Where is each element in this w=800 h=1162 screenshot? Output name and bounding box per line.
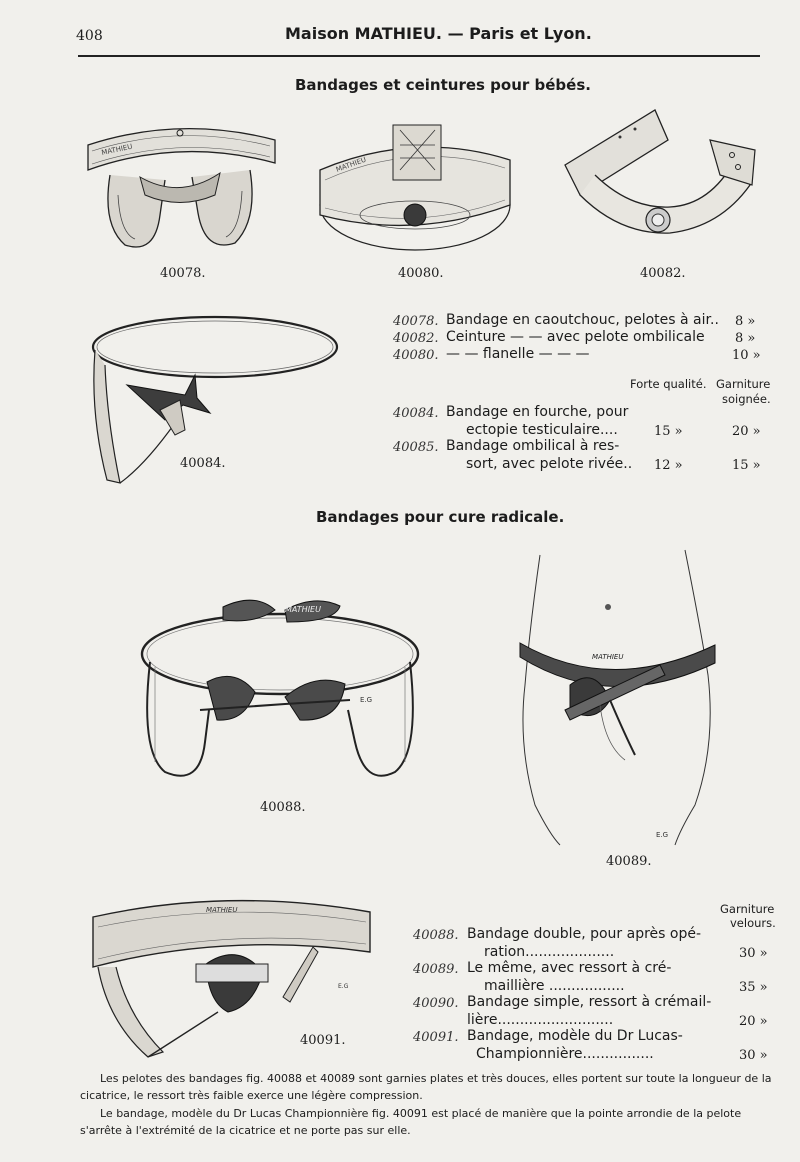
item-ref: 40090. <box>413 996 459 1011</box>
item-ref: 40082. <box>393 331 439 346</box>
item-description-line2: ectopie testiculaire.... <box>466 422 618 438</box>
item-price: 20 » <box>739 1014 768 1029</box>
footnote-line: Les pelotes des bandages fig. 40088 et 40089 sont garnies plates et très douces, elles portent sur toute la longueur de la <box>100 1072 772 1085</box>
item-ref: 40088. <box>413 928 459 943</box>
item-price: 30 » <box>739 946 768 961</box>
item-description-line1: Bandage ombilical à res- <box>446 438 620 454</box>
figure-label-40082: 40082. <box>640 266 686 281</box>
item-description-line2: lière.......................... <box>467 1012 614 1028</box>
illustration-bandage-40088 <box>135 592 425 792</box>
brand-mark: MATHIEU <box>334 155 368 174</box>
item-price-strong: 15 » <box>654 424 683 439</box>
item-description-line2: ration.................... <box>484 944 615 960</box>
footnote-line: cicatrice, le ressort très faible exerce une légère compression. <box>80 1089 423 1102</box>
footnote-paragraph-2 <box>80 1105 780 1139</box>
item-description: Bandage en caoutchouc, pelotes à air.. <box>446 312 719 328</box>
section-title-babies: Bandages et ceintures pour bébés. <box>295 76 591 94</box>
illustration-belt-40082 <box>560 105 765 255</box>
brand-mark: MATHIEU <box>285 605 321 614</box>
figure-label-40091: 40091. <box>300 1033 346 1048</box>
section-title-radical: Bandages pour cure radicale. <box>316 508 565 526</box>
footnote-paragraph-1 <box>80 1070 780 1104</box>
item-description: — — flanelle — — — <box>446 346 590 362</box>
brand-mark: MATHIEU <box>206 906 238 914</box>
item-price: 35 » <box>739 980 768 995</box>
item-ref: 40089. <box>413 962 459 977</box>
column-header-garniture: Garniture <box>716 377 771 391</box>
column-header-garniture-2: velours. <box>730 916 776 930</box>
illustration-bandage-40089 <box>510 545 725 850</box>
item-ref: 40085. <box>393 440 439 455</box>
figure-label-40078: 40078. <box>160 266 206 281</box>
engraver-mark: E.G <box>656 831 669 839</box>
figure-label-40089: 40089. <box>606 854 652 869</box>
item-description-line1: Bandage en fourche, pour <box>446 404 629 420</box>
item-price: 30 » <box>739 1048 768 1063</box>
page-header-title: Maison MATHIEU. — Paris et Lyon. <box>285 24 592 43</box>
item-description-line1: Bandage simple, ressort à crémail- <box>467 994 712 1010</box>
item-description-line1: Le même, avec ressort à cré- <box>467 960 672 976</box>
item-price-garniture: 20 » <box>732 424 761 439</box>
item-description-line2: sort, avec pelote rivée.. <box>466 456 633 472</box>
figure-label-40084: 40084. <box>180 456 226 471</box>
item-ref: 40091. <box>413 1030 459 1045</box>
illustration-belt-40080 <box>315 110 515 260</box>
item-price-garniture: 15 » <box>732 458 761 473</box>
item-ref: 40084. <box>393 406 439 421</box>
brand-mark: MATHIEU <box>592 653 624 661</box>
page-number: 408 <box>76 28 103 44</box>
figure-label-40080: 40080. <box>398 266 444 281</box>
item-description-line1: Bandage, modèle du Dr Lucas- <box>467 1028 683 1044</box>
item-price: 8 » <box>735 314 756 329</box>
column-header-strong: Forte qualité. <box>630 377 707 391</box>
item-description-line1: Bandage double, pour après opé- <box>467 926 702 942</box>
column-header-garniture: Garniture <box>720 902 775 916</box>
footnote-line: Le bandage, modèle du Dr Lucas Championnière fig. 40091 est placé de manière que la pointe arrondie de la pelote <box>100 1107 742 1120</box>
item-description-line2: maillière ................. <box>484 978 625 994</box>
item-price: 8 » <box>735 331 756 346</box>
brand-mark: MATHIEU <box>100 142 134 157</box>
figure-label-40088: 40088. <box>260 800 306 815</box>
item-description: Ceinture — — avec pelote ombilicale <box>446 329 705 345</box>
item-price-strong: 12 » <box>654 458 683 473</box>
illustration-bandage-40078 <box>80 115 280 265</box>
column-header-garniture-2: soignée. <box>722 392 771 406</box>
item-description-line2: Championnière................ <box>476 1046 654 1062</box>
item-ref: 40080. <box>393 348 439 363</box>
item-ref: 40078. <box>393 314 439 329</box>
item-price: 10 » <box>732 348 761 363</box>
engraver-mark: E.G <box>338 983 349 990</box>
engraver-mark: E.G <box>360 696 373 704</box>
footnote-line: s'arrête à l'extrémité de la cicatrice et ne porte pas sur elle. <box>80 1124 411 1137</box>
header-rule <box>78 55 760 57</box>
